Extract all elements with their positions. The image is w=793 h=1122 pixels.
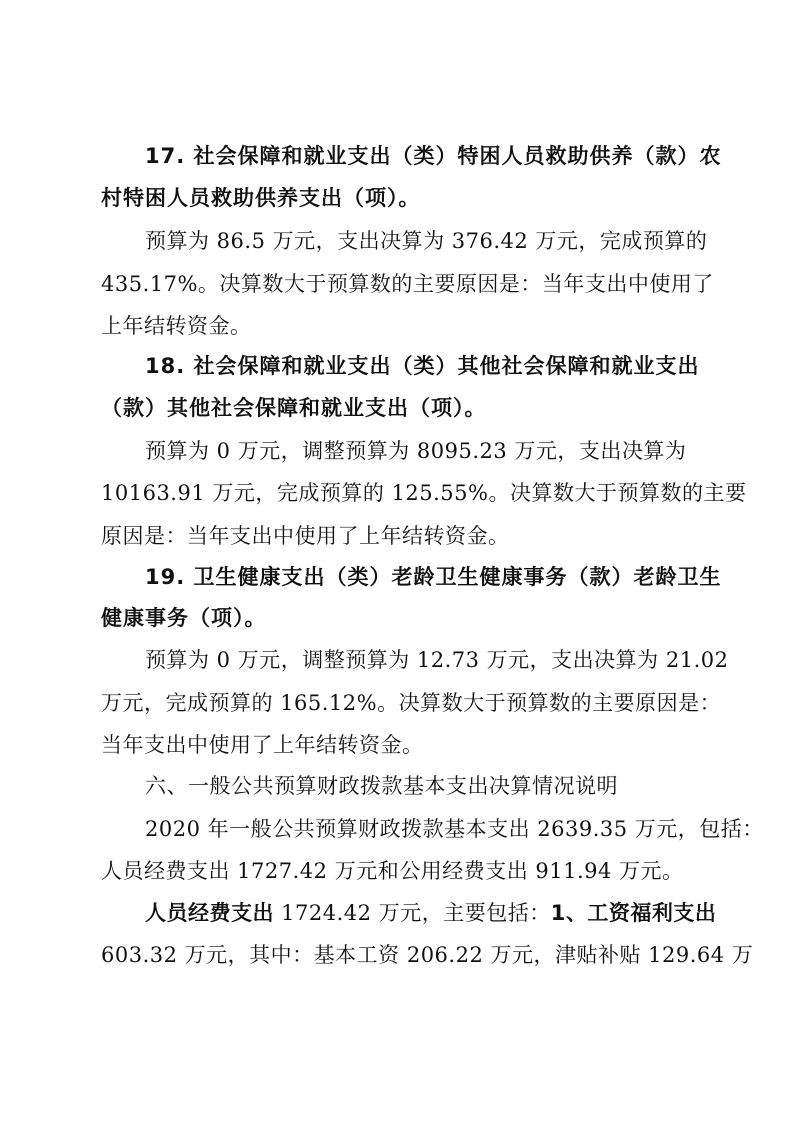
personnel-expense-label: 人员经费支出 [145,901,274,925]
item18-body-line2: 10163.91 万元，完成预算的 125.55%。决算数大于预算数的主要 [101,481,747,505]
section6-heading: 六、一般公共预算财政拨款基本支出决算情况说明 [145,774,618,798]
item19-heading-line1: 19. 卫生健康支出（类）老龄卫生健康事务（款）老龄卫生 [145,565,722,589]
section6-personnel-line [145,899,745,927]
item18-body-line1: 预算为 0 万元，调整预算为 8095.23 万元，支出决算为 [145,439,687,463]
item17-body-line2: 435.17%。决算数大于预算数的主要原因是：当年支出中使用了 [101,272,714,296]
section6-body-line2: 人员经费支出 1727.42 万元和公用经费支出 911.94 万元。 [101,859,684,883]
item19-body-line3: 当年支出中使用了上年结转资金。 [101,733,424,757]
item18-heading-line1: 18. 社会保障和就业支出（类）其他社会保障和就业支出 [145,354,700,378]
item19-body-line2: 万元，完成预算的 165.12%。决算数大于预算数的主要原因是： [101,691,722,715]
item19-heading-line2: 健康事务（项）。 [101,606,267,630]
item19-body-line1: 预算为 0 万元，调整预算为 12.73 万元，支出决算为 21.02 [145,648,729,672]
item17-heading-line1: 17. 社会保障和就业支出（类）特困人员救助供养（款）农 [145,144,722,168]
item17-body-line1: 预算为 86.5 万元，支出决算为 376.42 万元，完成预算的 [145,229,708,253]
section6-body-line1: 2020 年一般公共预算财政拨款基本支出 2639.35 万元，包括： [145,817,764,841]
item18-body-line3: 原因是：当年支出中使用了上年结转资金。 [101,524,510,548]
item17-body-line3: 上年结转资金。 [101,314,252,338]
item17-heading-line2: 村特困人员救助供养支出（项）。 [101,186,421,210]
section6-last-line: 603.32 万元，其中：基本工资 206.22 万元，津贴补贴 129.64 万 [101,943,754,967]
personnel-expense-text: 1724.42 万元，主要包括： [274,901,551,925]
item18-heading-line2: （款）其他社会保障和就业支出（项）。 [101,396,487,420]
wage-welfare-label: 1、工资福利支出 [550,901,717,925]
